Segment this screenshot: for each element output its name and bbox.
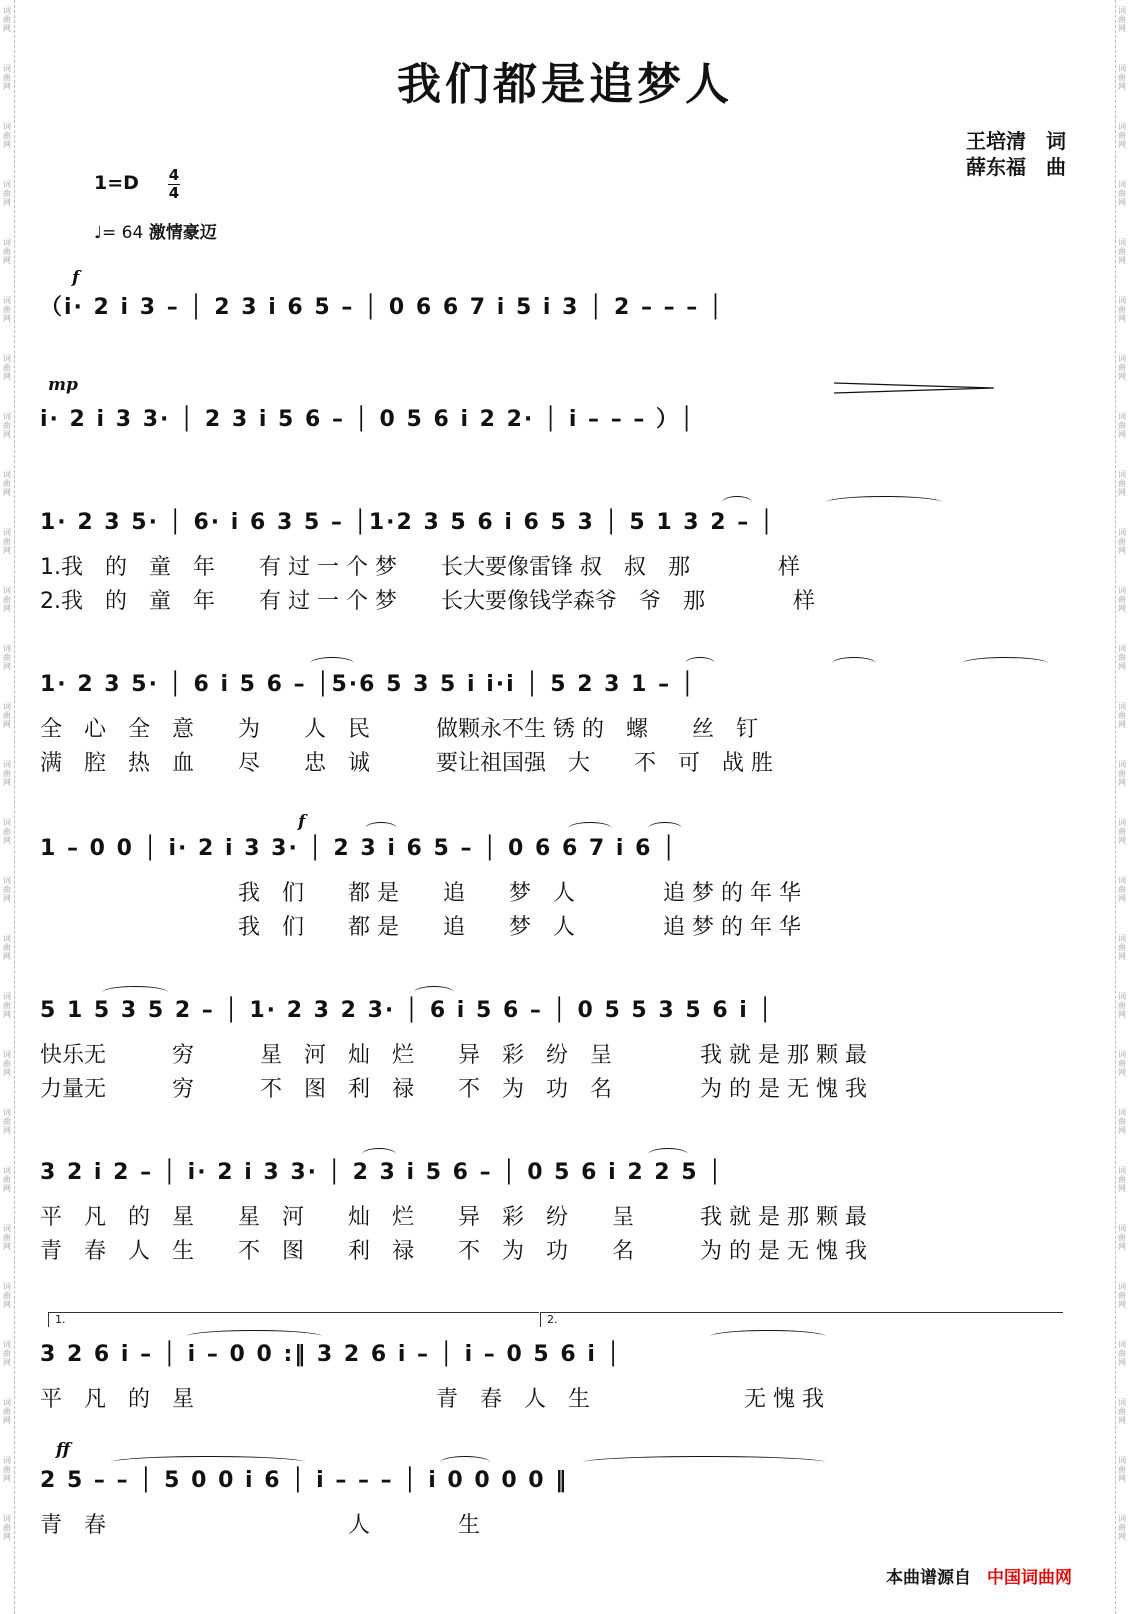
key-signature: 1=D: [94, 172, 139, 194]
watermark-text: 词 曲 网: [3, 470, 11, 497]
watermark-text: 词 曲 网: [1118, 1224, 1126, 1251]
slur: [832, 657, 876, 670]
watermark-text: 词 曲 网: [1118, 1398, 1126, 1425]
lyric-line: 1.我 的 童 年 有 过 一 个 梦 长大要像雷锋 叔 叔 那 样: [40, 555, 800, 580]
watermark-text: 词 曲 网: [1118, 1282, 1126, 1309]
watermark-text: 词 曲 网: [1118, 296, 1126, 323]
footer-site: 中国词曲网: [987, 1568, 1072, 1588]
lyric-line: 满 腔 热 血 尽 忠 诚 要让祖国强 大 不 可 战 胜: [40, 751, 773, 776]
watermark-text: 词 曲 网: [3, 934, 11, 961]
watermark-text: 词 曲 网: [3, 1456, 11, 1483]
lyric-line: 全 心 全 意 为 人 民 做颗永不生 锈 的 螺 丝 钉: [40, 717, 758, 742]
time-signature-top: 4: [168, 166, 180, 184]
lyric-line: 平 凡 的 星 星 河 灿 烂 异 彩 纷 呈 我 就 是 那 颗 最: [40, 1205, 867, 1230]
watermark-text: 词 曲 网: [3, 876, 11, 903]
watermark-text: 词 曲 网: [1118, 760, 1126, 787]
watermark-text: 词 曲 网: [3, 1514, 11, 1541]
slur: [722, 496, 752, 509]
watermark-text: 词 曲 网: [1118, 1108, 1126, 1135]
slur: [568, 822, 612, 835]
watermark-text: 词 曲 网: [1118, 64, 1126, 91]
watermark-text: 词 曲 网: [3, 760, 11, 787]
tempo-marking: [94, 218, 217, 243]
watermark-text: 词 曲 网: [1118, 412, 1126, 439]
notation-line: 1· 2 3 5· │ 6· i 6 3 5 – │1·2 3 5 6 i 6 5 3 │ 5 1 3 2 – │: [40, 510, 776, 535]
notation-line: 1· 2 3 5· │ 6 i 5 6 – │5·6 5 3 5 i i·i │ 5 2 3 1 – │: [40, 672, 696, 697]
watermark-text: 词 曲 网: [1118, 876, 1126, 903]
dynamic-row10: ff: [56, 1440, 71, 1460]
watermark-text: 词 曲 网: [3, 702, 11, 729]
slur: [962, 657, 1048, 670]
watermark-text: 词 曲 网: [3, 1340, 11, 1367]
footer: [886, 1563, 1072, 1588]
watermark-text: 词 曲 网: [1118, 1166, 1126, 1193]
composer: 薛东福 曲: [966, 155, 1066, 179]
watermark-text: 词 曲 网: [3, 354, 11, 381]
notation-line: 3 2 6 i – │ i – 0 0 :‖ 3 2 6 i – │ i – 0 5 6 i │: [40, 1342, 622, 1367]
slur: [365, 822, 397, 835]
watermark-text: 词 曲 网: [3, 644, 11, 671]
watermark-text: 词 曲 网: [1118, 934, 1126, 961]
slur: [826, 496, 942, 509]
watermark-text: 词 曲 网: [1118, 6, 1126, 33]
watermark-text: 词 曲 网: [3, 818, 11, 845]
notation-line: 3 2 i 2 – │ i· 2 i 3 3· │ 2 3 i 5 6 – │ 0 5 6 i 2 2 5 │: [40, 1160, 724, 1185]
lyric-line: 我 们 都 是 追 梦 人 追 梦 的 年 华: [40, 915, 801, 940]
watermark-text: 词 曲 网: [1118, 1456, 1126, 1483]
tempo-expression: 激情豪迈: [148, 223, 217, 243]
lyricist: 王培清 词: [966, 129, 1066, 153]
lyric-line: 力量无 穷 不 图 利 禄 不 为 功 名 为 的 是 无 愧 我: [40, 1077, 867, 1102]
time-signature-bottom: 4: [168, 184, 180, 202]
watermark-text: 词 曲 网: [1118, 470, 1126, 497]
notation-line: 1 – 0 0 │ i· 2 i 3 3· │ 2 3 i 6 5 – │ 0 6 6 7 i 6 │: [40, 836, 678, 861]
watermark-text: 词 曲 网: [1118, 180, 1126, 207]
lyric-line: 快乐无 穷 星 河 灿 烂 异 彩 纷 呈 我 就 是 那 颗 最: [40, 1043, 867, 1068]
notation-line: i· 2 i 3 3· │ 2 3 i 5 6 – │ 0 5 6 i 2 2· │ i – – – ）│: [40, 407, 696, 432]
watermark-text: 词 曲 网: [3, 296, 11, 323]
watermark-text: 词 曲 网: [3, 1166, 11, 1193]
slur: [648, 822, 682, 835]
watermark-text: 词 曲 网: [3, 64, 11, 91]
watermark-text: 词 曲 网: [1118, 122, 1126, 149]
watermark-text: 词 曲 网: [3, 992, 11, 1019]
lyric-line: 我 们 都 是 追 梦 人 追 梦 的 年 华: [40, 881, 801, 906]
watermark-text: 词 曲 网: [1118, 586, 1126, 613]
time-signature: [168, 168, 180, 201]
watermark-text: 词 曲 网: [3, 238, 11, 265]
notation-line: （i· 2 i 3 – │ 2 3 i 6 5 – │ 0 6 6 7 i 5 i 3 │ 2 – – – │: [40, 295, 725, 320]
watermark-text: 词 曲 网: [3, 6, 11, 33]
song-title: 我们都是追梦人: [397, 59, 733, 110]
lyric-line: 2.我 的 童 年 有 过 一 个 梦 长大要像钱学森爷 爷 那 样: [40, 589, 815, 614]
watermark-text: 词 曲 网: [1118, 644, 1126, 671]
watermark-text: 词 曲 网: [3, 1224, 11, 1251]
notation-line: 5 1 5 3 5 2 – │ 1· 2 3 2 3· │ 6 i 5 6 – │ 0 5 5 3 5 6 i │: [40, 998, 774, 1023]
second-ending-bracket: 2.: [540, 1312, 1063, 1327]
watermark-text: 词 曲 网: [1118, 1514, 1126, 1541]
watermark-text: 词 曲 网: [1118, 1340, 1126, 1367]
watermark-text: 词 曲 网: [3, 122, 11, 149]
watermark-text: 词 曲 网: [1118, 818, 1126, 845]
watermark-text: 词 曲 网: [3, 1282, 11, 1309]
watermark-text: 词 曲 网: [3, 1398, 11, 1425]
dynamic-row1: f: [72, 268, 80, 288]
watermark-text: 词 曲 网: [3, 180, 11, 207]
watermark-text: 词 曲 网: [1118, 992, 1126, 1019]
watermark-text: 词 曲 网: [1118, 354, 1126, 381]
dynamic-row5: f: [298, 812, 306, 832]
watermark-text: 词 曲 网: [3, 586, 11, 613]
slur: [685, 657, 715, 670]
watermark-text: 词 曲 网: [3, 528, 11, 555]
dynamic-row2: mp: [48, 375, 78, 395]
watermark-text: 词 曲 网: [3, 1108, 11, 1135]
watermark-text: 词 曲 网: [1118, 1050, 1126, 1077]
notation-line: 2 5 – – │ 5 0 0 i 6 │ i – – – │ i 0 0 0 0 ‖: [40, 1468, 569, 1493]
watermark-text: 词 曲 网: [3, 1050, 11, 1077]
watermark-text: 词 曲 网: [1118, 528, 1126, 555]
decrescendo-icon: [834, 381, 994, 395]
tempo-value: ♩= 64: [94, 223, 144, 243]
credits: [966, 128, 1066, 180]
watermark-text: 词 曲 网: [1118, 238, 1126, 265]
watermark-text: 词 曲 网: [3, 412, 11, 439]
lyric-line: 青 春 人 生: [40, 1513, 481, 1538]
watermark-text: 词 曲 网: [1118, 702, 1126, 729]
lyric-line: 青 春 人 生 不 图 利 禄 不 为 功 名 为 的 是 无 愧 我: [40, 1239, 867, 1264]
lyric-line: 平 凡 的 星 青 春 人 生 无 愧 我: [40, 1387, 824, 1412]
first-ending-bracket: 1.: [48, 1312, 539, 1327]
footer-source: 本曲谱源自: [886, 1568, 971, 1588]
slur: [310, 657, 354, 670]
